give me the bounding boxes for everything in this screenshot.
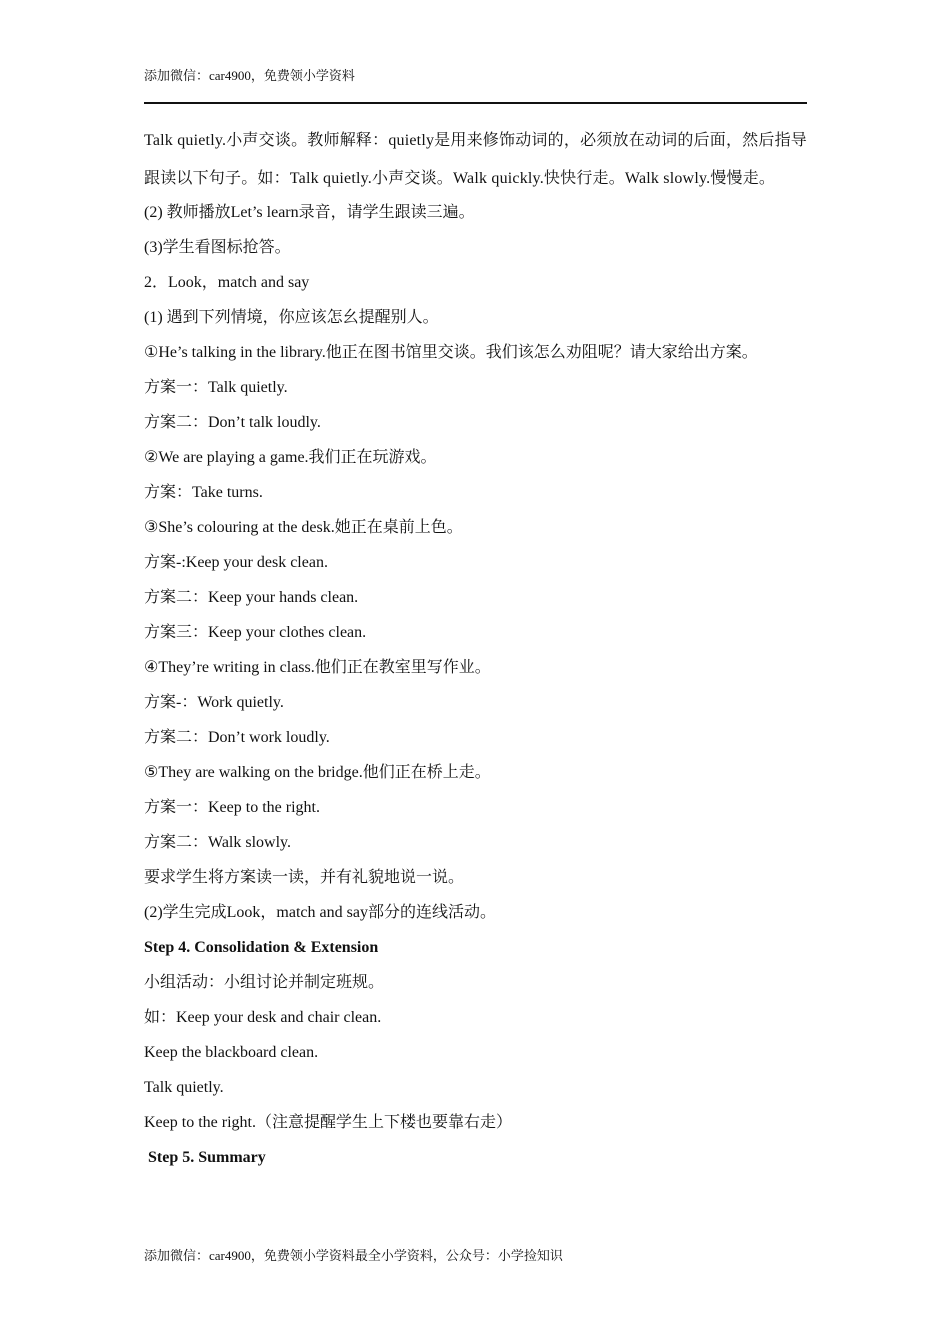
text-line: 如：Keep your desk and chair clean. xyxy=(144,1009,382,1026)
page-header: 添加微信：car4900，免费领小学资料 xyxy=(144,68,355,83)
step4-heading: Step 4. Consolidation & Extension xyxy=(144,939,379,956)
text-line: ④They’re writing in class.他们正在教室里写作业。 xyxy=(144,659,491,676)
header-divider xyxy=(144,102,807,104)
text-line: 方案-：Work quietly. xyxy=(144,694,284,711)
text-line: 方案-:Keep your desk clean. xyxy=(144,554,328,571)
text-line: (3)学生看图标抢答。 xyxy=(144,239,291,256)
text-line: 小组活动：小组讨论并制定班规。 xyxy=(144,974,385,991)
text-line: 方案三：Keep your clothes clean. xyxy=(144,624,367,641)
text-line: 方案二：Don’t work loudly. xyxy=(144,729,330,746)
text-line: (2) 教师播放Let’s learn录音，请学生跟读三遍。 xyxy=(144,204,475,221)
text-line: ①He’s talking in the library.他正在图书馆里交谈。我们该怎么劝阻呢？请大家给出方案。 xyxy=(144,344,758,361)
text-line: 方案：Take turns. xyxy=(144,484,263,501)
step5-heading: Step 5. Summary xyxy=(148,1149,266,1166)
text-line: 方案一：Keep to the right. xyxy=(144,799,320,816)
text-line: 方案二：Keep your hands clean. xyxy=(144,589,359,606)
document-body xyxy=(144,122,807,1177)
text-line: ⑤They are walking on the bridge.他们正在桥上走。 xyxy=(144,764,491,781)
page-footer: 添加微信：car4900，免费领小学资料最全小学资料，公众号：小学捡知识 xyxy=(144,1248,563,1263)
text-line: Keep to the right.（注意提醒学生上下楼也要靠右走） xyxy=(144,1114,512,1131)
text-line: ③She’s colouring at the desk.她正在桌前上色。 xyxy=(144,519,463,536)
text-line: (2)学生完成Look，match and say部分的连线活动。 xyxy=(144,904,496,921)
intro-paragraph: Talk quietly.小声交谈。教师解释：quietly是用来修饰动词的，必须放在动词的后面，然后指导跟读以下句子。如：Talk quietly.小声交谈。Walk quickly.快快行走。Walk slowly.慢慢走。 xyxy=(144,132,807,187)
text-line: Talk quietly. xyxy=(144,1079,224,1096)
text-line: 方案二：Don’t talk loudly. xyxy=(144,414,321,431)
text-line: Keep the blackboard clean. xyxy=(144,1044,319,1061)
text-line: 要求学生将方案读一读，并有礼貌地说一说。 xyxy=(144,869,465,886)
text-line: (1) 遇到下列情境，你应该怎幺提醒别人。 xyxy=(144,309,439,326)
text-line: 2．Look，match and say xyxy=(144,274,310,291)
text-line: 方案二：Walk slowly. xyxy=(144,834,292,851)
text-line: ②We are playing a game.我们正在玩游戏。 xyxy=(144,449,437,466)
text-line: 方案一：Talk quietly. xyxy=(144,379,288,396)
